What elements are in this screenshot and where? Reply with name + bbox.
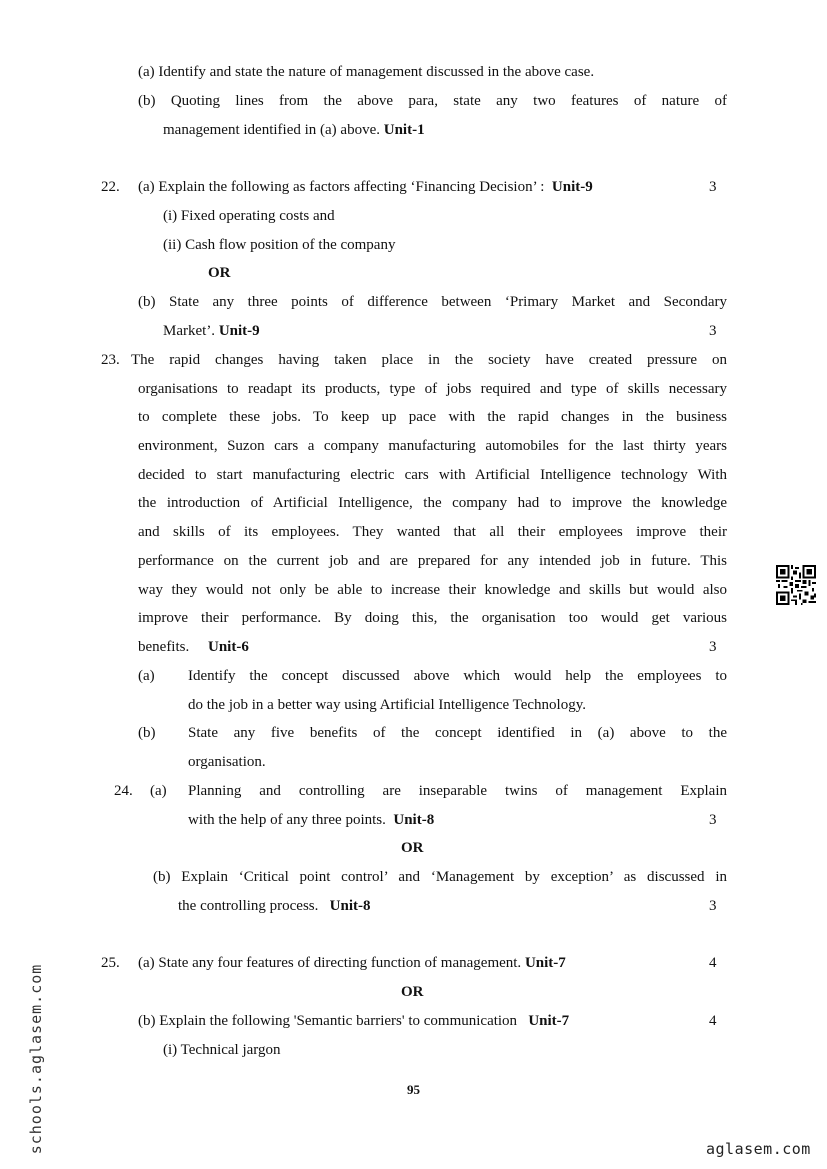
q24-b-line1: (b) Explain ‘Critical point control’ and ‘Management by exception’ as discussed in [153, 869, 727, 885]
q23-a-label: (a) [138, 668, 155, 684]
q23-b-line1: State any five benefits of the concept identified in (a) above to the [188, 725, 727, 741]
q22-or: OR [208, 265, 231, 281]
q24-b-marks: 3 [709, 898, 717, 914]
q22-part-a: (a) Explain the following as factors affecting ‘Financing Decision’ : Unit-9 [138, 179, 593, 195]
q23-line: to complete these jobs. To keep up pace with the rapid changes in the business [138, 409, 727, 425]
q22-a-marks: 3 [709, 179, 717, 195]
q23-line: way they would not only be able to increase their knowledge and skills but would also [138, 582, 727, 598]
q22-item-i: (i) Fixed operating costs and [163, 208, 335, 224]
q21-part-b-line2: management identified in (a) above. Unit-1 [163, 122, 425, 138]
q23-line: performance on the current job and are prepared for any intended job in future. This [138, 553, 727, 569]
q23-line: decided to start manufacturing electric cars with Artificial Intelligence technology With [138, 467, 727, 483]
q25-item-i: (i) Technical jargon [163, 1042, 281, 1058]
q24-number: 24. [114, 783, 133, 799]
q25-a-marks: 4 [709, 955, 717, 971]
unit-label: Unit-6 [207, 639, 249, 655]
q24-a-marks: 3 [709, 812, 717, 828]
unit-label: Unit-9 [551, 179, 593, 195]
q23-line: environment, Suzon cars a company manufacturing automobiles for the last thirty years [138, 438, 727, 454]
q23-a-line1: Identify the concept discussed above which would help the employees to [188, 668, 727, 684]
q24-a-label: (a) [150, 783, 167, 799]
side-watermark: schools.aglasem.com [27, 963, 45, 1155]
q24-a-line1: Planning and controlling are inseparable twins of management Explain [188, 783, 727, 799]
q22-item-ii: (ii) Cash flow position of the company [163, 237, 396, 253]
q22-b-marks: 3 [709, 323, 717, 339]
q22-part-b-line1: (b) State any three points of difference between ‘Primary Market and Secondary [138, 294, 727, 310]
q22-part-b-line2: Market’. Unit-9 [163, 323, 260, 339]
unit-label: Unit-8 [329, 898, 371, 914]
page-number: 95 [407, 1082, 420, 1097]
unit-label: Unit-1 [383, 122, 425, 138]
q23-number: 23. [101, 352, 120, 368]
q23-line: The rapid changes having taken place in the society have created pressure on [131, 352, 727, 368]
q25-or: OR [401, 984, 424, 1000]
q23-a-line2: do the job in a better way using Artificial Intelligence Technology. [188, 697, 587, 713]
q23-marks: 3 [709, 639, 717, 655]
q25-part-b: (b) Explain the following 'Semantic barriers' to communication Unit-7 [138, 1013, 570, 1029]
qr-code-icon [776, 565, 816, 605]
q24-a-line2: with the help of any three points. Unit-8 [188, 812, 435, 828]
q23-b-line2: organisation. [188, 754, 266, 770]
q24-b-line2: the controlling process. Unit-8 [178, 898, 371, 914]
q23-line: the introduction of Artificial Intelligence, the company had to improve the knowledge [138, 495, 727, 511]
q23-line: improve their performance. By doing this, the organisation too would get various [138, 610, 727, 626]
q25-part-a: (a) State any four features of directing function of management. Unit-7 [138, 955, 566, 971]
q23-line: organisations to readapt its products, type of jobs required and type of skills necessary [138, 381, 727, 397]
unit-label: Unit-7 [528, 1013, 570, 1029]
q21-part-a: (a) Identify and state the nature of management discussed in the above case. [138, 64, 595, 80]
q22-number: 22. [101, 179, 120, 195]
unit-label: Unit-9 [218, 323, 260, 339]
q23-b-label: (b) [138, 725, 156, 741]
bottom-watermark: aglasem.com [706, 1140, 811, 1158]
q23-last-line: benefits. Unit-6 [138, 639, 249, 655]
q21-part-b-line1: (b) Quoting lines from the above para, state any two features of nature of [138, 93, 727, 109]
q24-or: OR [401, 840, 424, 856]
unit-label: Unit-7 [524, 955, 566, 971]
unit-label: Unit-8 [393, 812, 435, 828]
q25-number: 25. [101, 955, 120, 971]
q23-line: and skills of its employees. They wanted that all their employees improve their [138, 524, 727, 540]
q25-b-marks: 4 [709, 1013, 717, 1029]
